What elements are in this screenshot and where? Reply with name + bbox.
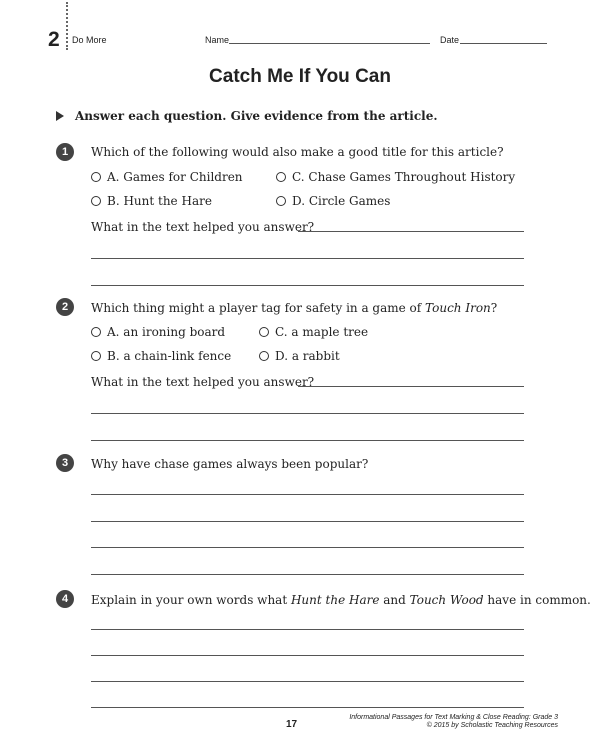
q2-option-b[interactable]: B. a chain-link fence: [91, 349, 231, 363]
q1-answer-line[interactable]: [91, 285, 524, 286]
q2-option-a[interactable]: A. an ironing board: [91, 325, 225, 339]
question-number-2: 2: [56, 298, 74, 316]
question-number-4: 4: [56, 590, 74, 608]
radio-circle-icon[interactable]: [91, 327, 101, 337]
q4-answer-line[interactable]: [91, 655, 524, 656]
q1-evidence-prompt: What in the text helped you answer?: [91, 220, 315, 234]
section-number: 2: [48, 28, 60, 51]
footer-credit: [349, 714, 558, 730]
page-title: Catch Me If You Can: [209, 66, 391, 87]
question-3-text: Why have chase games always been popular?: [91, 457, 369, 471]
question-number-3: 3: [56, 454, 74, 472]
q3-answer-line[interactable]: [91, 494, 524, 495]
dotted-margin-line: [66, 2, 68, 50]
radio-circle-icon[interactable]: [276, 196, 286, 206]
page-number: 17: [286, 719, 298, 730]
q2-option-d[interactable]: D. a rabbit: [259, 349, 340, 363]
q1-option-c[interactable]: C. Chase Games Throughout History: [276, 170, 515, 184]
question-number-1: 1: [56, 143, 74, 161]
instruction-text: Answer each question. Give evidence from the article.: [75, 109, 438, 123]
q3-answer-line[interactable]: [91, 547, 524, 548]
q3-answer-line[interactable]: [91, 574, 524, 575]
name-field[interactable]: [229, 43, 430, 44]
q4-answer-line[interactable]: [91, 707, 524, 708]
q4-answer-line[interactable]: [91, 681, 524, 682]
question-1-text: Which of the following would also make a good title for this article?: [91, 145, 504, 159]
q2-option-c[interactable]: C. a maple tree: [259, 325, 368, 339]
radio-circle-icon[interactable]: [259, 351, 269, 361]
q2-evidence-line[interactable]: [298, 386, 524, 387]
q3-answer-line[interactable]: [91, 521, 524, 522]
q2-answer-line[interactable]: [91, 413, 524, 414]
triangle-bullet-icon: [56, 111, 64, 121]
footer-credit-line-2: © 2015 by Scholastic Teaching Resources: [426, 722, 558, 729]
q1-option-b[interactable]: B. Hunt the Hare: [91, 194, 212, 208]
section-label: Do More: [72, 35, 107, 45]
radio-circle-icon[interactable]: [91, 172, 101, 182]
name-label: Name: [205, 35, 230, 45]
radio-circle-icon[interactable]: [259, 327, 269, 337]
date-field[interactable]: [460, 43, 547, 44]
question-2-text: Which thing might a player tag for safety in a game of Touch Iron?: [91, 301, 498, 315]
q1-evidence-line[interactable]: [298, 231, 524, 232]
radio-circle-icon[interactable]: [276, 172, 286, 182]
q2-answer-line[interactable]: [91, 440, 524, 441]
question-4-text: Explain in your own words what Hunt the Hare and Touch Wood have in common.: [91, 593, 591, 607]
radio-circle-icon[interactable]: [91, 351, 101, 361]
footer-credit-line-1: Informational Passages for Text Marking & Close Reading: Grade 3: [349, 714, 558, 721]
q2-evidence-prompt: What in the text helped you answer?: [91, 375, 315, 389]
q4-answer-line[interactable]: [91, 629, 524, 630]
q1-option-d[interactable]: D. Circle Games: [276, 194, 390, 208]
q1-option-a[interactable]: A. Games for Children: [91, 170, 243, 184]
radio-circle-icon[interactable]: [91, 196, 101, 206]
date-label: Date: [440, 35, 460, 45]
q1-answer-line[interactable]: [91, 258, 524, 259]
